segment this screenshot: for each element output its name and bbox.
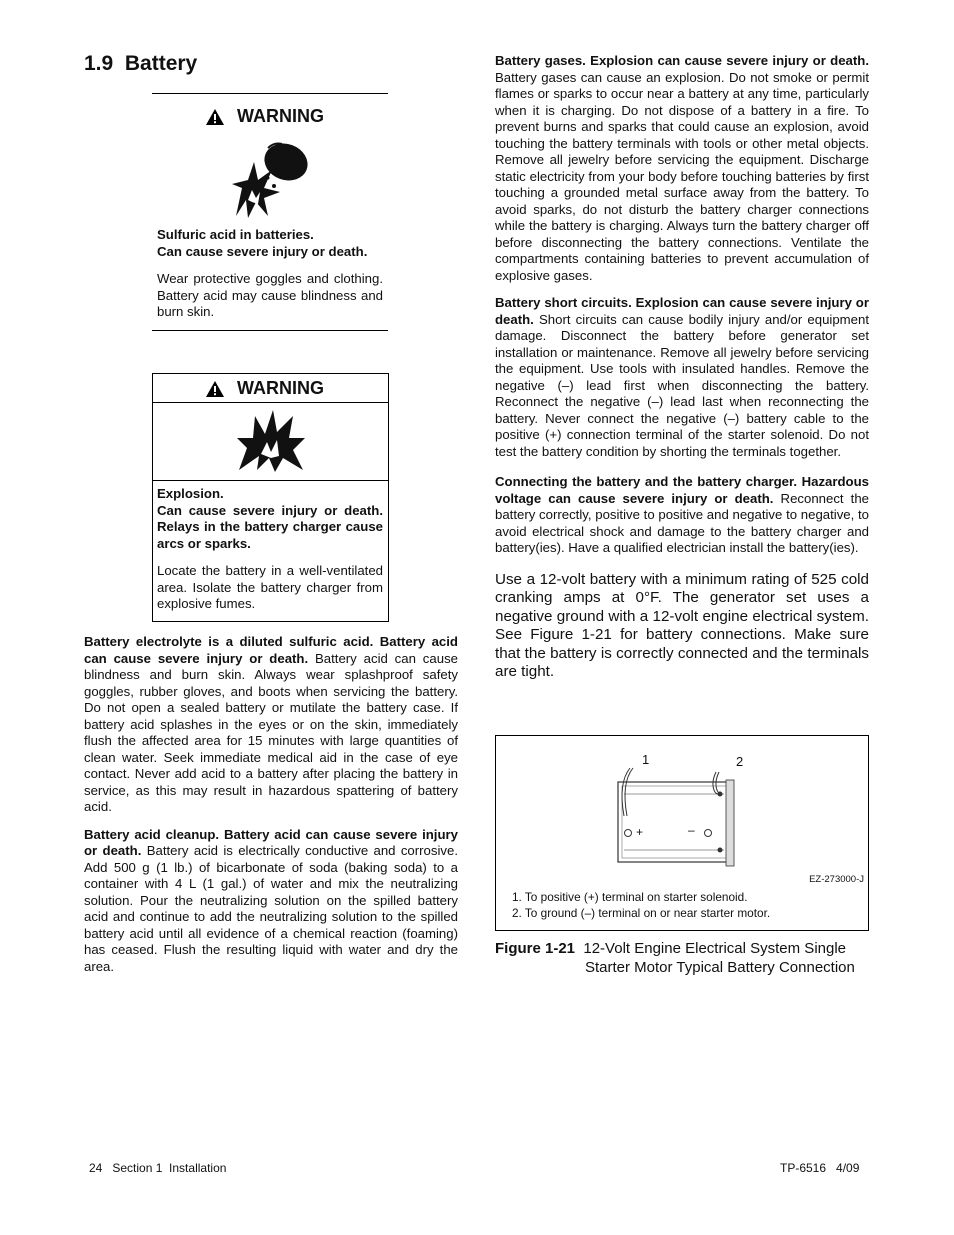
section-name: Battery [124, 52, 198, 75]
acid-cleanup-text: Battery acid is electrically conductive and corrosive. Add 500 g (1 lb.) of bicarbonate of soda (baking soda) to a container with 4 L (1 gal.) of water and mix the neutralizing solution. Pour the neutralizing solution on the spilled battery acid and continue to add the neutralizing solution to the spilled battery acid until all evidence of a chemical reaction (foaming) has ceased. Flush the resulting liquid with water and dry the area. [84, 843, 459, 974]
figure-legend-item: 2. To ground (–) terminal on or near starter motor. [512, 906, 771, 920]
figure-caption-line2: Starter Motor Typical Battery Connection [585, 959, 855, 976]
battery-gases-paragraph [495, 53, 869, 284]
warning-triangle-icon [205, 108, 225, 126]
warning1-hazard-line2: Can cause severe injury or death. [157, 243, 368, 259]
warning1-top-rule [152, 93, 388, 94]
warning2-body: Locate the battery in a well-ventilated area. Isolate the battery charger from explosive fumes. [157, 563, 383, 611]
figure-legend [512, 889, 770, 921]
figure-code: EZ-273000-J [809, 874, 864, 885]
figure-plus-label: + [636, 825, 644, 839]
short-circuits-text: Short circuits can cause bodily injury and/or equipment damage. Disconnect the battery before generator set installation or maintenance. Remove all jewelry before servicing the equipment. Use tools with insulated handles. Remove the negative (–) lead first when disconnecting the battery. Reconnect the negative (–) lead last when reconnecting the battery. Never connect the negative (–) battery cable to the positive (+) connection terminal of the starter solenoid. Do not test the battery condition by shorting the terminals together. [495, 311, 869, 459]
section-number: 1.9 [84, 52, 114, 75]
connecting-text: Reconnect the battery correctly, positive to positive and negative to negative, to avoid electrical shock and damage to the battery charger and battery(ies). Have a qualified electrician install the battery(ies). [495, 490, 869, 555]
electrolyte-paragraph [84, 634, 458, 816]
warning2-content [157, 486, 383, 613]
warning2-hazard-line2: Can cause severe injury or death. Relays in the battery charger cause arcs or sparks. [157, 502, 383, 551]
warning1-body: Wear protective goggles and clothing. Battery acid may cause blindness and burn skin. [157, 271, 383, 319]
warning2-divider-bottom [153, 480, 388, 481]
short-circuits-paragraph [495, 295, 869, 460]
warning1-content [157, 227, 383, 321]
warning2-hazard-line1: Explosion. [157, 486, 224, 501]
figure-callout-1: 1 [642, 752, 650, 767]
short-circuits-bold: Battery short circuits. Explosion can cause severe injury or death. [495, 295, 869, 327]
figure-caption [495, 939, 855, 977]
footer-left: 24 Section 1 Installation [89, 1161, 227, 1175]
connecting-bold: Connecting the battery and the battery charger. Hazardous voltage can cause severe injury or death. [495, 474, 869, 506]
electrolyte-text: Battery acid can cause blindness and burn skin. Always wear splashproof safety goggles, rubber gloves, and boots when servicing the battery. Do not open a sealed battery or mutilate the battery case. If battery acid splashes in the eyes or on the skin, immediately flush the affected area for 15 minutes with large quantities of clean water. Seek immediate medical aid in the case of eye contact. Never add acid to a battery after placing the battery in service, as this may result in hazardous spattering of battery acid. [84, 650, 458, 814]
figure-minus-label: – [688, 823, 695, 837]
battery-spec-paragraph: Use a 12-volt battery with a minimum rating of 525 cold cranking amps at 0°F. The generator set uses a negative ground with a 12-volt engine electrical system. See Figure 1-21 for battery connections. Make sure that the battery is correctly connected and the terminals are tight. [495, 570, 869, 681]
warning1-heading: WARNING [237, 106, 324, 126]
acid-splash-icon [228, 140, 314, 220]
battery-gases-text: Battery gases can cause an explosion. Do not smoke or permit flames or sparks to occur near a battery at any time, particularly when it is charging. Do not dispose of a battery in a fire. To prevent burns and sparks that could cause an explosion, avoid touching the battery terminals with tools or other metal objects. Remove all jewelry before servicing the equipment. Discharge static electricity from your body before touching batteries by first touching a grounded metal surface away from the battery. To avoid sparks, do not disturb the battery charger connections while the battery is charging. Always turn the battery charger off before disconnecting the battery connections. Ventilate the compartments containing batteries to prevent accumulation of explosive gases. [495, 69, 869, 283]
electrolyte-bold: Battery electrolyte is a diluted sulfuric acid. Battery acid can cause severe injury or death. [84, 634, 458, 666]
left-column-text [84, 634, 458, 975]
section-title [84, 52, 197, 76]
battery-gases-bold: Battery gases. Explosion can cause severe injury or death. [495, 53, 869, 68]
acid-cleanup-bold: Battery acid cleanup. Battery acid can cause severe injury or death. [84, 826, 458, 858]
warning1-hazard-line1: Sulfuric acid in batteries. [157, 227, 314, 242]
explosion-icon [235, 408, 307, 474]
figure-caption-line1: 12-Volt Engine Electrical System Single [583, 940, 847, 957]
warning2-heading: WARNING [237, 378, 324, 398]
figure-caption-label: Figure 1-21 [495, 940, 576, 957]
right-column-text [495, 53, 869, 682]
acid-cleanup-paragraph [84, 827, 458, 976]
figure-box [495, 735, 869, 931]
warning1-bottom-rule [152, 330, 388, 331]
warning2-divider-top [153, 402, 388, 403]
warning2-box [152, 373, 389, 622]
figure-legend-item: 1. To positive (+) terminal on starter solenoid. [512, 890, 748, 904]
connecting-paragraph [495, 474, 869, 557]
figure-callout-2: 2 [736, 754, 744, 769]
warning2-header [205, 378, 324, 399]
battery-diagram [606, 754, 746, 874]
warning1-header [205, 106, 324, 127]
warning-triangle-icon [205, 380, 225, 398]
footer-right: TP-6516 4/09 [780, 1161, 860, 1175]
